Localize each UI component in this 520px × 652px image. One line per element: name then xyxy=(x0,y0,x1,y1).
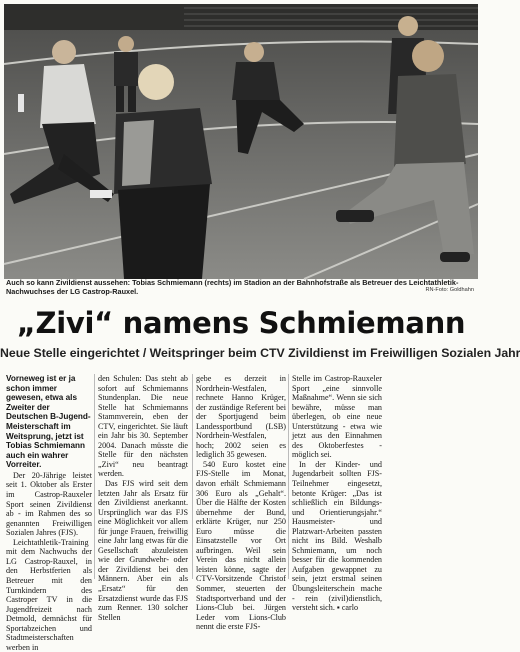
article-paragraph: gebe es derzeit in Nordrhein-Westfalen, rechnete Hanno Krüger, der zuständige Referent bei der Sportjugend beim Landessportbund (LSB) Nordrhein-Westfalen, hoch; 2002 seien es lediglich 35 gewesen. xyxy=(196,374,286,460)
article-paragraph: den Schulen: Das steht ab sofort auf Schmiemanns Stundenplan. Die neue Stelle hat Schmiemanns Stammverein, eben der CTV, eingerichtet. Sie läuft ein Jahr bis 30. September 2004. Danach müsste die Stelle für den nächsten „Zivi“ neu beantragt werden. xyxy=(98,374,188,479)
photo-credit: RN-Foto: Goldhahn xyxy=(425,287,474,293)
photo-caption: Auch so kann Zivildienst aussehen: Tobias Schmiemann (rechts) im Stadion an der Bahnhofstraße als Betreuer des Leichtathletik-Nachwuchses der LG Castrop-Rauxel. xyxy=(6,278,459,296)
column-divider xyxy=(288,374,289,579)
article-paragraph: In der Kinder- und Jugendarbeit sollten FJS-Teilnehmer eingesetzt, betonte Krüger: „Das ist schließlich ein Bildungs- und Orientierungsjahr.“ Hausmeister- und Platzwart-Arbeiten passten nicht ins Bild. Weshalb Schmiemann, um noch besser für die kommenden Aufgaben gewappnet zu sein, jetzt erstmal seinen Übungsleiterschein mache - rein (zivil)dienstlich, versteht sich. ▪ carlo xyxy=(292,459,382,613)
column-divider xyxy=(94,374,95,579)
stadium-training-photo xyxy=(4,4,478,279)
article-column-1 xyxy=(6,374,92,652)
article-column-3 xyxy=(196,374,286,632)
article-lead: Vorneweg ist er ja schon immer gewesen, etwa als Zweiter der Deutschen B-Jugend-Meisterschaft im Weitsprung, jetzt ist Tobias Schmiemann auch ein wahrer Vorreiter. xyxy=(6,374,91,470)
article-paragraph: Stelle im Castrop-Rauxeler Sport „eine sinnvolle Maßnahme“. Wenn sie sich bewähre, müsse man überlegen, ob eine neue Unterstützung - etwa wie jetzt aus den Einnahmen des Oktoberfestes - möglich sei. xyxy=(292,374,382,460)
article-paragraph: Das FJS wird seit dem letzten Jahr als Ersatz für den Zivildienst anerkannt. Ursprünglich war das FJS eine Möglichkeit vor allem für junge Frauen, freiwillig eine Jahr lang etwas für die Gesellschaft abzuleisten wie der Grundwehr- oder der Zivildienst bei den Männern. Aber ein als „Ersatz“ für den Ersatzdienst wurde das FJS zum Renner. 130 solcher Stellen xyxy=(98,479,188,622)
subheadline: Neue Stelle eingerichtet / Weitspringer beim CTV Zivildienst im Freiwilligen Sozialen Jahr xyxy=(0,346,520,360)
article-paragraph: Leichtathletik-Training mit dem Nachwuchs der LG Castrop-Rauxel, in den Herbstferien als Betreuer mit den Turnkindern des Castroper TV in die Jugendfreizeit nach Detmold, demnächst für Sportabzeichen und Stadtmeisterschaften werben in xyxy=(6,537,92,652)
column-divider xyxy=(192,374,193,579)
article-column-4 xyxy=(292,374,382,613)
article-paragraph: Der 20-Jährige leistet seit 1. Oktober als Erster im Castrop-Rauxeler Sport seinen Zivildienst ab - im Rahmen des so genannten Freiwilligen Sozialen Jahres (FJS). xyxy=(6,470,92,538)
article-photo xyxy=(4,4,478,279)
article-paragraph: 540 Euro kostet eine FJS-Stelle im Monat, davon erhält Schmiemann 306 Euro als „Gehalt“. Über die Hälfte der Kosten übernehme der Bund, erklärte Krüger, nur 250 Euro müsse die Einsatzstelle vor Ort aufbringen. Weil sein Verein das nicht allein leisten könne, sagte der CTV-Vorsitzende Christof Sommer, steuerten der Stadtsportverband und der Lions-Club bei. Jürgen Leder vom Lions-Club nennt die erste FJS- xyxy=(196,459,286,632)
article-column-2 xyxy=(98,374,188,622)
headline: „Zivi“ namens Schmiemann xyxy=(16,306,466,340)
